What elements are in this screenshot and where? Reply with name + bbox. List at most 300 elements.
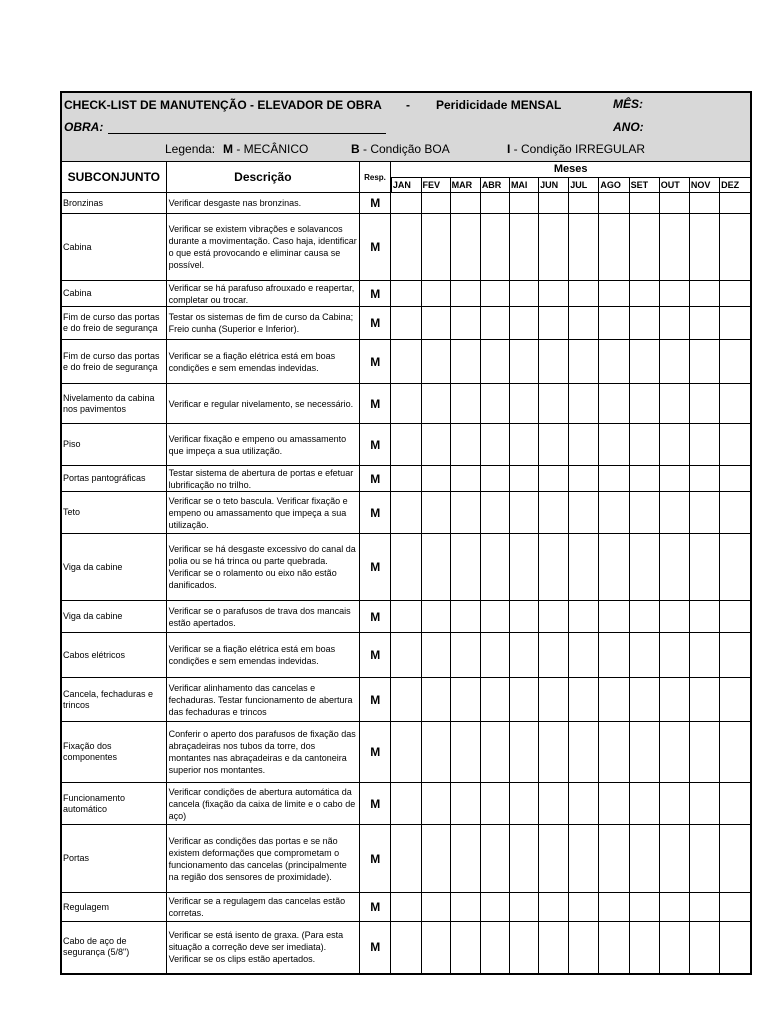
table-row <box>61 601 751 633</box>
check-cell-abr[interactable] <box>480 601 509 633</box>
check-cell-jul[interactable] <box>569 783 599 825</box>
check-cell-dez[interactable] <box>720 825 751 893</box>
check-cell-jul[interactable] <box>569 384 599 424</box>
check-cell-mar[interactable] <box>450 678 480 722</box>
check-cell-fev[interactable] <box>421 722 450 783</box>
check-cell-mai[interactable] <box>509 307 538 340</box>
check-cell-ago[interactable] <box>599 633 629 678</box>
check-cell-jun[interactable] <box>539 633 569 678</box>
check-cell-fev[interactable] <box>421 193 450 214</box>
checklist-sheet <box>60 91 752 975</box>
check-cell-mar[interactable] <box>450 384 480 424</box>
check-cell-mai[interactable] <box>509 466 538 492</box>
check-cell-fev[interactable] <box>421 340 450 384</box>
check-cell-jun[interactable] <box>539 492 569 534</box>
check-cell-jun[interactable] <box>539 281 569 307</box>
subconjunto-cell: Nivelamento da cabina nos pavimentos <box>61 384 166 424</box>
check-cell-fev[interactable] <box>421 281 450 307</box>
check-cell-set[interactable] <box>629 633 659 678</box>
subconjunto-cell: Regulagem <box>61 893 166 922</box>
check-cell-jan[interactable] <box>391 825 421 893</box>
check-cell-ago[interactable] <box>599 825 629 893</box>
check-cell-abr[interactable] <box>480 384 509 424</box>
check-cell-dez[interactable] <box>720 633 751 678</box>
check-cell-dez[interactable] <box>720 340 751 384</box>
check-cell-ago[interactable] <box>599 307 629 340</box>
check-cell-out[interactable] <box>659 424 689 466</box>
check-cell-out[interactable] <box>659 307 689 340</box>
descricao-cell: Testar sistema de abertura de portas e efetuar lubrificação no trilho. <box>166 466 360 492</box>
legend-good: B - Condição BOA <box>351 142 450 156</box>
resp-cell: M <box>360 193 391 214</box>
descricao-cell: Verificar se a fiação elétrica está em boas condições e sem emendas indevidas. <box>166 340 360 384</box>
subconjunto-cell: Teto <box>61 492 166 534</box>
check-cell-jul[interactable] <box>569 922 599 974</box>
obra-input-line[interactable] <box>108 133 386 134</box>
check-cell-mar[interactable] <box>450 466 480 492</box>
check-cell-abr[interactable] <box>480 633 509 678</box>
table-row <box>61 678 751 722</box>
check-cell-abr[interactable] <box>480 193 509 214</box>
check-cell-mai[interactable] <box>509 214 538 281</box>
check-cell-jun[interactable] <box>539 307 569 340</box>
checklist-table <box>60 161 752 975</box>
check-cell-abr[interactable] <box>480 783 509 825</box>
check-cell-mai[interactable] <box>509 424 538 466</box>
subconjunto-cell: Portas <box>61 825 166 893</box>
check-cell-mar[interactable] <box>450 893 480 922</box>
check-cell-jul[interactable] <box>569 214 599 281</box>
resp-cell: M <box>360 534 391 601</box>
check-cell-jan[interactable] <box>391 633 421 678</box>
check-cell-fev[interactable] <box>421 307 450 340</box>
check-cell-mar[interactable] <box>450 633 480 678</box>
check-cell-set[interactable] <box>629 722 659 783</box>
check-cell-mai[interactable] <box>509 193 538 214</box>
check-cell-jul[interactable] <box>569 281 599 307</box>
check-cell-jan[interactable] <box>391 492 421 534</box>
check-cell-out[interactable] <box>659 783 689 825</box>
check-cell-fev[interactable] <box>421 534 450 601</box>
check-cell-jun[interactable] <box>539 384 569 424</box>
check-cell-set[interactable] <box>629 678 659 722</box>
obra-field-label: OBRA: <box>64 120 104 134</box>
check-cell-mar[interactable] <box>450 424 480 466</box>
descricao-cell: Verificar se a fiação elétrica está em boas condições e sem emendas indevidas. <box>166 633 360 678</box>
title-separator: - <box>406 98 410 112</box>
descricao-cell: Verificar condições de abertura automática da cancela (fixação da caixa de limite e o cabo de aço) <box>166 783 360 825</box>
check-cell-out[interactable] <box>659 633 689 678</box>
subconjunto-cell: Cabina <box>61 281 166 307</box>
subconjunto-cell: Cabo de aço de segurança (5/8") <box>61 922 166 974</box>
check-cell-set[interactable] <box>629 534 659 601</box>
periodicity-label: Peridicidade MENSAL <box>436 98 562 112</box>
check-cell-fev[interactable] <box>421 893 450 922</box>
table-row <box>61 922 751 974</box>
resp-cell: M <box>360 307 391 340</box>
check-cell-jun[interactable] <box>539 193 569 214</box>
check-cell-jan[interactable] <box>391 722 421 783</box>
check-cell-dez[interactable] <box>720 893 751 922</box>
check-cell-nov[interactable] <box>689 307 719 340</box>
month-header-out: OUT <box>659 178 689 193</box>
check-cell-jul[interactable] <box>569 492 599 534</box>
check-cell-mai[interactable] <box>509 281 538 307</box>
descricao-cell: Verificar desgaste nas bronzinas. <box>166 193 360 214</box>
check-cell-jan[interactable] <box>391 424 421 466</box>
check-cell-jul[interactable] <box>569 893 599 922</box>
check-cell-nov[interactable] <box>689 281 719 307</box>
check-cell-mai[interactable] <box>509 492 538 534</box>
check-cell-jul[interactable] <box>569 466 599 492</box>
month-header-dez: DEZ <box>720 178 751 193</box>
meses-header: Meses <box>391 162 751 178</box>
legend-irregular: I - Condição IRREGULAR <box>507 142 646 156</box>
month-header-jun: JUN <box>539 178 569 193</box>
check-cell-mar[interactable] <box>450 601 480 633</box>
descricao-cell: Verificar as condições das portas e se não existem deformações que comprometam o funcionamento das cancelas (principalmente na região dos sensores de proximidade). <box>166 825 360 893</box>
check-cell-fev[interactable] <box>421 424 450 466</box>
check-cell-abr[interactable] <box>480 825 509 893</box>
check-cell-dez[interactable] <box>720 922 751 974</box>
check-cell-abr[interactable] <box>480 281 509 307</box>
check-cell-jun[interactable] <box>539 722 569 783</box>
form-title: CHECK-LIST DE MANUTENÇÃO - ELEVADOR DE OBRA <box>64 98 382 112</box>
check-cell-jan[interactable] <box>391 601 421 633</box>
check-cell-jun[interactable] <box>539 534 569 601</box>
check-cell-out[interactable] <box>659 384 689 424</box>
check-cell-out[interactable] <box>659 825 689 893</box>
check-cell-jul[interactable] <box>569 534 599 601</box>
check-cell-mar[interactable] <box>450 193 480 214</box>
check-cell-nov[interactable] <box>689 601 719 633</box>
check-cell-jun[interactable] <box>539 466 569 492</box>
check-cell-out[interactable] <box>659 466 689 492</box>
descricao-cell: Verificar se o teto bascula. Verificar fixação e empeno ou amassamento que impeça a sua utilização. <box>166 492 360 534</box>
check-cell-nov[interactable] <box>689 633 719 678</box>
check-cell-set[interactable] <box>629 825 659 893</box>
check-cell-mai[interactable] <box>509 783 538 825</box>
check-cell-out[interactable] <box>659 722 689 783</box>
check-cell-dez[interactable] <box>720 601 751 633</box>
check-cell-ago[interactable] <box>599 722 629 783</box>
check-cell-mar[interactable] <box>450 722 480 783</box>
check-cell-jul[interactable] <box>569 601 599 633</box>
check-cell-ago[interactable] <box>599 893 629 922</box>
table-row <box>61 783 751 825</box>
descricao-cell: Verificar se há parafuso afrouxado e reapertar, completar ou trocar. <box>166 281 360 307</box>
table-row <box>61 492 751 534</box>
check-cell-fev[interactable] <box>421 922 450 974</box>
table-row <box>61 633 751 678</box>
check-cell-out[interactable] <box>659 281 689 307</box>
check-cell-nov[interactable] <box>689 825 719 893</box>
descricao-cell: Conferir o aperto dos parafusos de fixação das abraçadeiras nos tubos da torre, dos montantes nas abraçadeiras e da cantoneira superior nos montantes. <box>166 722 360 783</box>
check-cell-out[interactable] <box>659 340 689 384</box>
check-cell-jun[interactable] <box>539 340 569 384</box>
check-cell-dez[interactable] <box>720 678 751 722</box>
check-cell-mai[interactable] <box>509 922 538 974</box>
table-row <box>61 466 751 492</box>
resp-cell: M <box>360 783 391 825</box>
check-cell-set[interactable] <box>629 214 659 281</box>
check-cell-jul[interactable] <box>569 722 599 783</box>
check-cell-ago[interactable] <box>599 783 629 825</box>
form-header <box>60 91 752 161</box>
check-cell-ago[interactable] <box>599 492 629 534</box>
subconjunto-header: SUBCONJUNTO <box>61 162 166 193</box>
check-cell-set[interactable] <box>629 466 659 492</box>
check-cell-nov[interactable] <box>689 922 719 974</box>
check-cell-fev[interactable] <box>421 214 450 281</box>
check-cell-mai[interactable] <box>509 678 538 722</box>
check-cell-mar[interactable] <box>450 214 480 281</box>
check-cell-jun[interactable] <box>539 825 569 893</box>
check-cell-abr[interactable] <box>480 534 509 601</box>
check-cell-out[interactable] <box>659 893 689 922</box>
check-cell-nov[interactable] <box>689 193 719 214</box>
check-cell-jan[interactable] <box>391 384 421 424</box>
descricao-cell: Verificar se existem vibrações e solavancos durante a movimentação. Caso haja, identificar o que está provocando e eliminar causa se possível. <box>166 214 360 281</box>
table-row <box>61 214 751 281</box>
check-cell-jun[interactable] <box>539 601 569 633</box>
check-cell-jan[interactable] <box>391 193 421 214</box>
subconjunto-cell: Funcionamento automático <box>61 783 166 825</box>
check-cell-abr[interactable] <box>480 492 509 534</box>
check-cell-abr[interactable] <box>480 424 509 466</box>
descricao-cell: Verificar se a regulagem das cancelas estão corretas. <box>166 893 360 922</box>
resp-cell: M <box>360 214 391 281</box>
check-cell-mar[interactable] <box>450 825 480 893</box>
check-cell-mai[interactable] <box>509 534 538 601</box>
check-cell-jun[interactable] <box>539 424 569 466</box>
check-cell-abr[interactable] <box>480 922 509 974</box>
table-row <box>61 825 751 893</box>
check-cell-mar[interactable] <box>450 783 480 825</box>
check-cell-jan[interactable] <box>391 783 421 825</box>
check-cell-fev[interactable] <box>421 678 450 722</box>
month-header-abr: ABR <box>480 178 509 193</box>
check-cell-fev[interactable] <box>421 633 450 678</box>
table-row <box>61 281 751 307</box>
descricao-cell: Testar os sistemas de fim de curso da Cabina; Freio cunha (Superior e Inferior). <box>166 307 360 340</box>
check-cell-jan[interactable] <box>391 281 421 307</box>
check-cell-jan[interactable] <box>391 893 421 922</box>
check-cell-jul[interactable] <box>569 633 599 678</box>
check-cell-out[interactable] <box>659 492 689 534</box>
check-cell-abr[interactable] <box>480 214 509 281</box>
check-cell-ago[interactable] <box>599 214 629 281</box>
legend-mechanic: M - MECÂNICO <box>223 142 309 156</box>
check-cell-jul[interactable] <box>569 825 599 893</box>
check-cell-jan[interactable] <box>391 922 421 974</box>
check-cell-jun[interactable] <box>539 214 569 281</box>
check-cell-nov[interactable] <box>689 678 719 722</box>
check-cell-mar[interactable] <box>450 534 480 601</box>
resp-cell: M <box>360 893 391 922</box>
check-cell-set[interactable] <box>629 601 659 633</box>
check-cell-nov[interactable] <box>689 783 719 825</box>
check-cell-dez[interactable] <box>720 281 751 307</box>
check-cell-abr[interactable] <box>480 307 509 340</box>
check-cell-fev[interactable] <box>421 783 450 825</box>
check-cell-abr[interactable] <box>480 678 509 722</box>
table-row <box>61 340 751 384</box>
check-cell-mai[interactable] <box>509 722 538 783</box>
check-cell-dez[interactable] <box>720 424 751 466</box>
table-row <box>61 893 751 922</box>
table-row <box>61 193 751 214</box>
check-cell-jan[interactable] <box>391 307 421 340</box>
subconjunto-cell: Cancela, fechaduras e trincos <box>61 678 166 722</box>
subconjunto-cell: Bronzinas <box>61 193 166 214</box>
check-cell-set[interactable] <box>629 281 659 307</box>
resp-cell: M <box>360 678 391 722</box>
check-cell-set[interactable] <box>629 384 659 424</box>
check-cell-mar[interactable] <box>450 281 480 307</box>
check-cell-set[interactable] <box>629 307 659 340</box>
check-cell-mai[interactable] <box>509 893 538 922</box>
check-cell-dez[interactable] <box>720 307 751 340</box>
resp-cell: M <box>360 492 391 534</box>
check-cell-dez[interactable] <box>720 722 751 783</box>
check-cell-ago[interactable] <box>599 424 629 466</box>
table-row <box>61 384 751 424</box>
month-field-label: MÊS: <box>613 97 643 111</box>
subconjunto-cell: Fim de curso das portas e do freio de segurança <box>61 307 166 340</box>
resp-cell: M <box>360 633 391 678</box>
check-cell-ago[interactable] <box>599 534 629 601</box>
check-cell-jan[interactable] <box>391 340 421 384</box>
check-cell-set[interactable] <box>629 340 659 384</box>
check-cell-set[interactable] <box>629 193 659 214</box>
check-cell-dez[interactable] <box>720 783 751 825</box>
check-cell-abr[interactable] <box>480 722 509 783</box>
resp-cell: M <box>360 825 391 893</box>
check-cell-jan[interactable] <box>391 678 421 722</box>
resp-cell: M <box>360 466 391 492</box>
check-cell-mai[interactable] <box>509 633 538 678</box>
check-cell-nov[interactable] <box>689 534 719 601</box>
check-cell-jan[interactable] <box>391 214 421 281</box>
check-cell-nov[interactable] <box>689 424 719 466</box>
month-header-set: SET <box>629 178 659 193</box>
subconjunto-cell: Viga da cabine <box>61 601 166 633</box>
descricao-header: Descrição <box>166 162 360 193</box>
check-cell-mar[interactable] <box>450 307 480 340</box>
check-cell-nov[interactable] <box>689 722 719 783</box>
check-cell-dez[interactable] <box>720 492 751 534</box>
check-cell-set[interactable] <box>629 492 659 534</box>
check-cell-nov[interactable] <box>689 214 719 281</box>
check-cell-ago[interactable] <box>599 922 629 974</box>
check-cell-out[interactable] <box>659 534 689 601</box>
descricao-cell: Verificar alinhamento das cancelas e fechaduras. Testar funcionamento de abertura das fechaduras e trincos <box>166 678 360 722</box>
check-cell-ago[interactable] <box>599 281 629 307</box>
month-header-nov: NOV <box>689 178 719 193</box>
check-cell-mai[interactable] <box>509 340 538 384</box>
table-row <box>61 424 751 466</box>
check-cell-dez[interactable] <box>720 534 751 601</box>
check-cell-mai[interactable] <box>509 384 538 424</box>
check-cell-set[interactable] <box>629 783 659 825</box>
check-cell-jul[interactable] <box>569 424 599 466</box>
check-cell-ago[interactable] <box>599 601 629 633</box>
table-row <box>61 307 751 340</box>
month-header-mar: MAR <box>450 178 480 193</box>
check-cell-jan[interactable] <box>391 466 421 492</box>
check-cell-abr[interactable] <box>480 466 509 492</box>
check-cell-ago[interactable] <box>599 678 629 722</box>
check-cell-jul[interactable] <box>569 678 599 722</box>
check-cell-mar[interactable] <box>450 922 480 974</box>
check-cell-nov[interactable] <box>689 384 719 424</box>
check-cell-out[interactable] <box>659 922 689 974</box>
check-cell-abr[interactable] <box>480 340 509 384</box>
check-cell-fev[interactable] <box>421 466 450 492</box>
check-cell-ago[interactable] <box>599 466 629 492</box>
check-cell-fev[interactable] <box>421 601 450 633</box>
table-row <box>61 722 751 783</box>
check-cell-ago[interactable] <box>599 193 629 214</box>
check-cell-nov[interactable] <box>689 340 719 384</box>
check-cell-abr[interactable] <box>480 893 509 922</box>
check-cell-set[interactable] <box>629 424 659 466</box>
check-cell-nov[interactable] <box>689 492 719 534</box>
check-cell-set[interactable] <box>629 922 659 974</box>
month-header-jan: JAN <box>391 178 421 193</box>
subconjunto-cell: Viga da cabine <box>61 534 166 601</box>
check-cell-dez[interactable] <box>720 193 751 214</box>
check-cell-out[interactable] <box>659 193 689 214</box>
check-cell-jan[interactable] <box>391 534 421 601</box>
table-row <box>61 534 751 601</box>
check-cell-dez[interactable] <box>720 466 751 492</box>
check-cell-jul[interactable] <box>569 193 599 214</box>
check-cell-jul[interactable] <box>569 340 599 384</box>
check-cell-out[interactable] <box>659 678 689 722</box>
check-cell-mai[interactable] <box>509 601 538 633</box>
check-cell-mar[interactable] <box>450 492 480 534</box>
resp-cell: M <box>360 424 391 466</box>
check-cell-jun[interactable] <box>539 678 569 722</box>
check-cell-ago[interactable] <box>599 340 629 384</box>
month-header-ago: AGO <box>599 178 629 193</box>
check-cell-jul[interactable] <box>569 307 599 340</box>
check-cell-set[interactable] <box>629 893 659 922</box>
check-cell-fev[interactable] <box>421 384 450 424</box>
check-cell-ago[interactable] <box>599 384 629 424</box>
check-cell-out[interactable] <box>659 601 689 633</box>
check-cell-dez[interactable] <box>720 384 751 424</box>
descricao-cell: Verificar se o parafusos de trava dos mancais estão apertados. <box>166 601 360 633</box>
subconjunto-cell: Piso <box>61 424 166 466</box>
check-cell-mar[interactable] <box>450 340 480 384</box>
check-cell-fev[interactable] <box>421 492 450 534</box>
check-cell-fev[interactable] <box>421 825 450 893</box>
check-cell-nov[interactable] <box>689 466 719 492</box>
resp-cell: M <box>360 601 391 633</box>
check-cell-dez[interactable] <box>720 214 751 281</box>
month-header-jul: JUL <box>569 178 599 193</box>
check-cell-jun[interactable] <box>539 922 569 974</box>
check-cell-jun[interactable] <box>539 783 569 825</box>
check-cell-nov[interactable] <box>689 893 719 922</box>
check-cell-jun[interactable] <box>539 893 569 922</box>
check-cell-out[interactable] <box>659 214 689 281</box>
resp-cell: M <box>360 340 391 384</box>
check-cell-mai[interactable] <box>509 825 538 893</box>
